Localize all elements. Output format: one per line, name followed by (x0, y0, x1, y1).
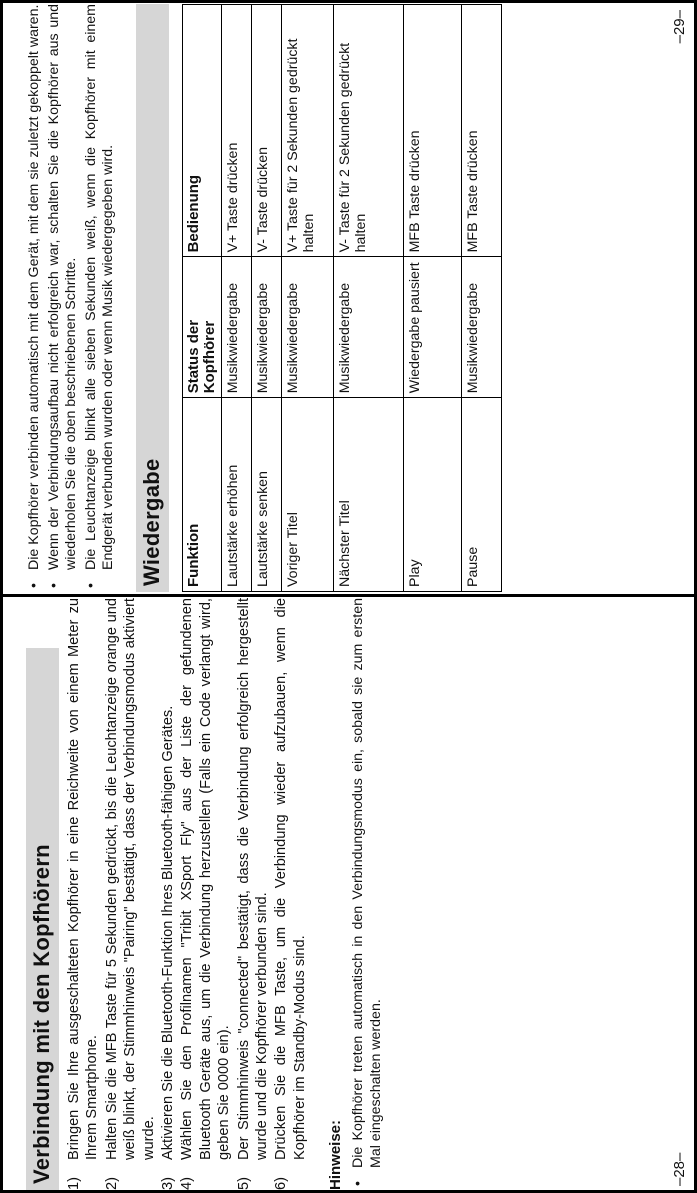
step-item (159, 598, 177, 1190)
bullet-item: • Die Kopfhörer verbinden automatisch mit dem Gerät, mit dem sie zuletzt gekoppelt waren. (26, 4, 44, 592)
step-item (103, 598, 158, 1190)
cell-funktion: Nächster Titel (333, 398, 403, 592)
header-bedienung: Bedienung (182, 5, 221, 257)
table-row (251, 5, 281, 592)
table-row (461, 5, 501, 592)
cell-funktion: Play (403, 398, 461, 592)
hints-list (350, 598, 385, 1190)
cell-bedienung: MFB Taste drücken (461, 5, 501, 257)
info-bullet-list (26, 4, 118, 592)
cell-status: Wiedergabe pausiert (403, 257, 461, 398)
step-text: Aktivieren Sie die Bluetooth-Funktion Ihres Bluetooth-fähigen Gerätes. (160, 705, 177, 1160)
cell-funktion: Pause (461, 398, 501, 592)
cell-status: Musikwiedergabe (461, 257, 501, 398)
step-number: 5) (235, 1177, 252, 1190)
page-number: –29– (671, 10, 688, 44)
step-number: 6) (273, 1177, 290, 1190)
cell-status: Musikwiedergabe (333, 257, 403, 398)
playback-table (182, 4, 502, 592)
table-header-row (182, 5, 221, 592)
step-number: 2) (103, 1177, 120, 1190)
step-item (272, 598, 309, 1190)
page-number: –28– (671, 1152, 688, 1186)
cell-bedienung: V+ Taste für 2 Sekunden gedrückt halten (281, 5, 333, 257)
section-heading-verbindung: Verbindung mit den Kopfhörern (26, 648, 59, 1190)
step-item (235, 598, 272, 1190)
cell-status: Musikwiedergabe (251, 257, 281, 398)
header-funktion: Funktion (182, 398, 221, 592)
table-row (333, 5, 403, 592)
hint-item: • Die Kopfhörer treten automatisch in den Verbindungsmodus ein, sobald sie zum ersten Mal eingeschalten werden. (350, 598, 385, 1190)
step-text: Der Stimmhinweis "connected" bestätigt, dass die Verbindung erfolgreich hergestellt wurde und die Kopfhörer verbunden sind. (235, 598, 271, 1160)
step-item (65, 598, 102, 1190)
cell-bedienung: MFB Taste drücken (403, 5, 461, 257)
step-number: 3) (160, 1177, 177, 1190)
step-text: Bringen Sie Ihre ausgeschalteten Kopfhörer in eine Reichweite von einem Meter zu Ihrem Smartphone. (66, 598, 101, 1160)
cell-bedienung: V+ Taste drücken (221, 5, 251, 257)
cell-status: Musikwiedergabe (281, 257, 333, 398)
step-number: 4) (179, 1177, 196, 1190)
step-number: 1) (66, 1177, 82, 1190)
step-text: Halten Sie die MFB Taste für 5 Sekunden gedrückt, bis die Leuchtanzeige orange und weiß blinkt, der Stimmhinweis "Pairing" bestätigt, dass der Verbindungsmodus aktiviert wurde. (103, 598, 157, 1160)
cell-status: Musikwiedergabe (221, 257, 251, 398)
cell-funktion: Lautstärke senken (251, 398, 281, 592)
hints-title: Hinweise: (327, 1119, 345, 1190)
section-heading-wiedergabe: Wiedergabe (136, 4, 169, 592)
table-row (281, 5, 333, 592)
cell-funktion: Lautstärke erhöhen (221, 398, 251, 592)
page-28 (22, 598, 692, 1190)
table-row (403, 5, 461, 592)
page-29 (22, 4, 692, 592)
header-status: Status der Kopfhörer (182, 257, 221, 398)
step-text: Wählen Sie den Profilnamen "Tribit XSport Fly" aus der Liste der gefundenen Bluetooth Geräte aus, um die Verbindung herzustellen (Falls ein Code verlangt wird, geben Sie 0000 ein). (179, 598, 233, 1160)
page-divider (0, 594, 697, 597)
pairing-steps-list (65, 598, 309, 1190)
table-row (221, 5, 251, 592)
cell-funktion: Voriger Titel (281, 398, 333, 592)
cell-bedienung: V- Taste drücken (251, 5, 281, 257)
step-text: Drücken Sie die MFB Taste, um die Verbindung wieder aufzubauen, wenn die Kopfhörer im Standby-Modus sind. (273, 598, 308, 1160)
bullet-item: • Wenn der Verbindungsaufbau nicht erfolgreich war, schalten Sie die Kopfhörer aus und wiederholen Sie die oben beschriebenen Schritte. (46, 4, 81, 592)
step-item (178, 598, 233, 1190)
bullet-item: • Die Leuchtanzeige blinkt alle sieben Sekunden weiß, wenn die Kopfhörer mit einem Endgerät verbunden wurden oder wenn Musik wiedergegeben wird. (83, 4, 118, 592)
cell-bedienung: V- Taste für 2 Sekunden gedrückt halten (333, 5, 403, 257)
